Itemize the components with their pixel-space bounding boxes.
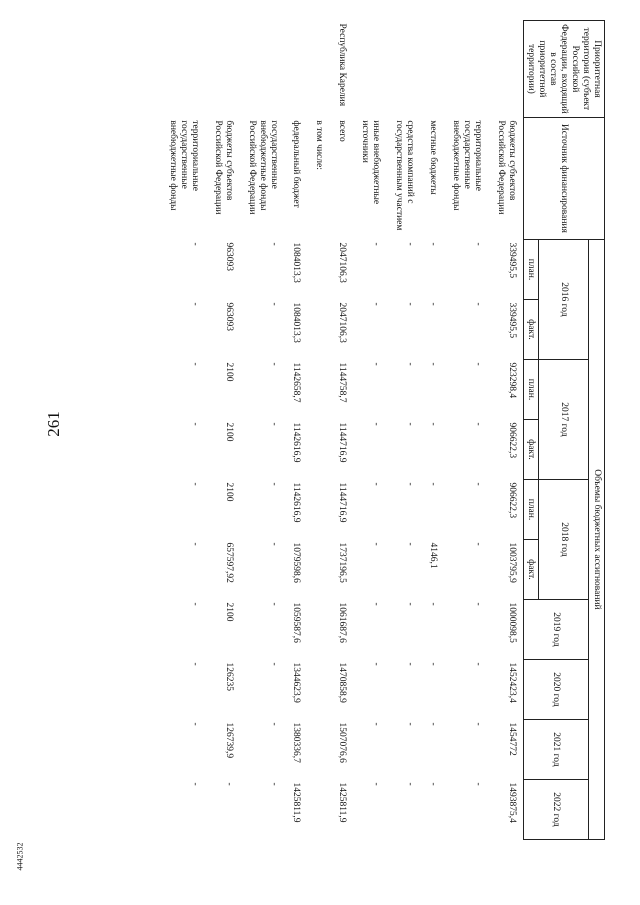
- row-value: -: [371, 422, 382, 426]
- row-value: -: [268, 722, 279, 726]
- table-body: [161, 21, 523, 840]
- row-value: -: [472, 482, 483, 486]
- row-value: 1452423,4: [506, 662, 517, 703]
- row-source: государственные внебюджетные фонды Российской Федерации: [246, 120, 279, 215]
- row-value: 1737196,5: [337, 542, 348, 583]
- row-value: -: [427, 662, 438, 666]
- row-territory: [444, 21, 489, 118]
- header-2022: 2022 год: [523, 779, 589, 839]
- row-value: [307, 779, 330, 839]
- row-value: -: [189, 242, 200, 246]
- row-value: 906622,3: [506, 482, 517, 519]
- row-value: -: [371, 602, 382, 606]
- header-territory: Приоритетная территория (субъект Российской Федерации, входящий в состав приоритетной территории): [523, 21, 604, 118]
- row-value: -: [189, 602, 200, 606]
- row-value: 1000098,5: [506, 602, 517, 643]
- row-source: местные бюджеты: [427, 120, 438, 195]
- row-value: -: [189, 422, 200, 426]
- row-value: -: [405, 242, 416, 246]
- row-value: -: [427, 362, 438, 366]
- row-value: -: [427, 302, 438, 306]
- row-value: -: [268, 362, 279, 366]
- document-id: 4442532: [15, 842, 25, 871]
- row-value: 963093: [223, 302, 234, 331]
- row-territory: [161, 21, 206, 118]
- row-value: -: [427, 242, 438, 246]
- row-territory: [307, 21, 330, 118]
- row-value: -: [189, 662, 200, 666]
- row-value: 2100: [223, 422, 234, 442]
- row-value: 1454772: [506, 722, 517, 756]
- row-value: -: [472, 662, 483, 666]
- row-value: -: [472, 362, 483, 366]
- row-value: 1144758,7: [337, 362, 348, 403]
- row-value: [307, 239, 330, 299]
- row-source: бюджеты субъектов Российской Федерации: [212, 120, 234, 215]
- row-value: 1084013,3: [291, 302, 302, 343]
- row-value: -: [371, 542, 382, 546]
- row-value: [307, 359, 330, 419]
- row-territory: [206, 21, 240, 118]
- row-value: [307, 719, 330, 779]
- row-value: 1061687,6: [337, 602, 348, 643]
- row-value: 1425811,9: [337, 782, 348, 823]
- row-territory: [285, 21, 308, 118]
- header-fact: факт.: [523, 539, 539, 599]
- table-row: [353, 21, 387, 840]
- row-source: бюджеты субъектов Российской Федерации: [495, 120, 517, 215]
- header-plan: план.: [523, 239, 539, 299]
- row-value: 339495,5: [506, 302, 517, 339]
- row-value: -: [405, 782, 416, 786]
- row-value: -: [405, 542, 416, 546]
- row-value: -: [405, 602, 416, 606]
- row-value: -: [405, 302, 416, 306]
- row-value: -: [427, 782, 438, 786]
- row-value: -: [427, 602, 438, 606]
- row-value: 1144716,9: [337, 422, 348, 463]
- row-value: -: [427, 422, 438, 426]
- row-value: [307, 419, 330, 479]
- header-fact: факт.: [523, 419, 539, 479]
- table-row: [285, 21, 308, 840]
- row-value: 963093: [223, 242, 234, 271]
- row-territory: [353, 21, 387, 118]
- row-value: 1059587,6: [291, 602, 302, 643]
- table-row: [421, 21, 444, 840]
- row-territory: [489, 21, 523, 118]
- row-value: -: [472, 242, 483, 246]
- row-value: -: [268, 482, 279, 486]
- row-value: -: [189, 782, 200, 786]
- rotated-table-container: [60, 20, 605, 840]
- row-value: 923298,4: [506, 362, 517, 399]
- header-volumes: Объемы бюджетных ассигнований: [589, 239, 605, 839]
- row-value: 2047106,3: [337, 302, 348, 343]
- row-value: -: [371, 782, 382, 786]
- row-value: -: [189, 722, 200, 726]
- table-row: [444, 21, 489, 840]
- row-value: -: [472, 602, 483, 606]
- row-value: 1142658,7: [291, 362, 302, 403]
- header-fact: факт.: [523, 299, 539, 359]
- table-row: [161, 21, 206, 840]
- row-source: в том числе:: [314, 120, 325, 170]
- table-row: [240, 21, 285, 840]
- row-source: территориальные государственные внебюджетные фонды: [168, 120, 200, 211]
- row-value: 657597,92: [223, 542, 234, 583]
- row-value: -: [268, 782, 279, 786]
- row-value: 1142616,9: [291, 422, 302, 463]
- row-value: 1144716,9: [337, 482, 348, 523]
- header-2017: 2017 год: [539, 359, 589, 479]
- table-row: [206, 21, 240, 840]
- row-value: -: [405, 722, 416, 726]
- row-value: -: [427, 722, 438, 726]
- row-value: 2100: [223, 362, 234, 382]
- header-plan: план.: [523, 359, 539, 419]
- row-value: 126739,9: [223, 722, 234, 759]
- header-plan: план.: [523, 479, 539, 539]
- header-source: Источник финансирования: [523, 117, 604, 239]
- row-source: территориальные государственные внебюджетные фонды: [450, 120, 483, 211]
- row-value: [307, 659, 330, 719]
- row-source: средства компаний с государственным участием: [394, 120, 416, 231]
- row-value: -: [472, 302, 483, 306]
- row-value: -: [472, 722, 483, 726]
- row-value: -: [268, 242, 279, 246]
- row-value: [307, 299, 330, 359]
- row-value: -: [371, 662, 382, 666]
- row-value: -: [405, 422, 416, 426]
- row-value: -: [427, 482, 438, 486]
- row-value: 1003795,9: [506, 542, 517, 583]
- row-value: 2100: [223, 602, 234, 622]
- row-source: всего: [337, 120, 348, 142]
- row-value: 1344623,9: [291, 662, 302, 703]
- row-value: -: [268, 542, 279, 546]
- row-value: -: [268, 302, 279, 306]
- row-value: 1425811,9: [291, 782, 302, 823]
- row-value: -: [472, 542, 483, 546]
- row-value: -: [268, 662, 279, 666]
- row-value: -: [371, 302, 382, 306]
- header-2018: 2018 год: [539, 479, 589, 599]
- row-value: -: [405, 662, 416, 666]
- row-value: 339495,5: [506, 242, 517, 279]
- row-territory: [240, 21, 285, 118]
- row-value: 1493875,4: [506, 782, 517, 823]
- row-value: 126235: [223, 662, 234, 691]
- row-value: 4146,1: [427, 542, 438, 569]
- row-value: 2100: [223, 482, 234, 502]
- row-value: 1470858,9: [337, 662, 348, 703]
- table-row: [489, 21, 523, 840]
- row-value: -: [189, 362, 200, 366]
- row-value: 2047106,3: [337, 242, 348, 283]
- row-value: [307, 479, 330, 539]
- row-value: -: [371, 482, 382, 486]
- row-value: 1507076,6: [337, 722, 348, 763]
- row-source: федеральный бюджет: [291, 120, 302, 208]
- row-territory: [387, 21, 421, 118]
- row-value: -: [223, 782, 234, 786]
- header-2019: 2019 год: [523, 599, 589, 659]
- row-value: -: [405, 362, 416, 366]
- row-value: -: [472, 422, 483, 426]
- budget-table: [161, 20, 605, 840]
- row-value: -: [472, 782, 483, 786]
- row-value: 1084013,3: [291, 242, 302, 283]
- table-row: [330, 21, 353, 840]
- row-value: 906622,3: [506, 422, 517, 459]
- row-territory: [421, 21, 444, 118]
- row-value: -: [189, 542, 200, 546]
- row-territory: Республика Карелия: [337, 23, 348, 107]
- header-2021: 2021 год: [523, 719, 589, 779]
- row-value: -: [189, 482, 200, 486]
- row-value: -: [268, 422, 279, 426]
- row-value: -: [371, 362, 382, 366]
- table-row: [307, 21, 330, 840]
- row-value: 1142616,9: [291, 482, 302, 523]
- page-number: 261: [44, 411, 63, 437]
- header-2020: 2020 год: [523, 659, 589, 719]
- row-value: -: [268, 602, 279, 606]
- row-value: [307, 599, 330, 659]
- row-source: иные внебюджетные источники: [360, 120, 382, 205]
- row-value: -: [189, 302, 200, 306]
- row-value: 1380336,7: [291, 722, 302, 763]
- row-value: 1079598,6: [291, 542, 302, 583]
- row-value: -: [371, 242, 382, 246]
- row-value: -: [405, 482, 416, 486]
- row-value: -: [371, 722, 382, 726]
- header-2016: 2016 год: [539, 239, 589, 359]
- table-row: [387, 21, 421, 840]
- row-value: [307, 539, 330, 599]
